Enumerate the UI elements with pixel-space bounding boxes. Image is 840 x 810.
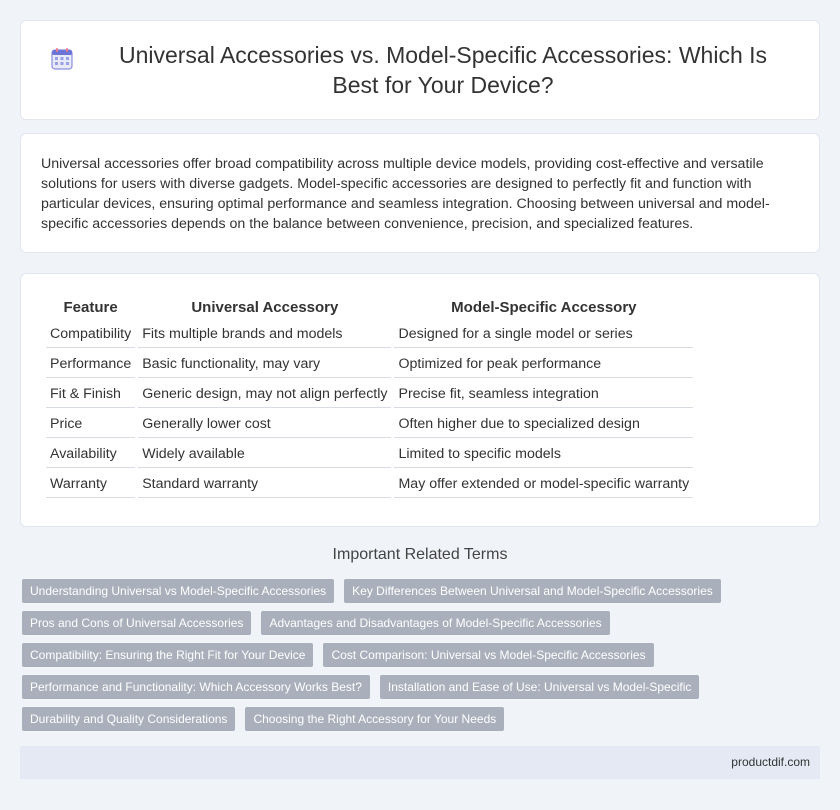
related-term-tag[interactable]: Durability and Quality Considerations xyxy=(22,707,235,731)
table-cell: Standard warranty xyxy=(138,470,391,498)
page-title: Universal Accessories vs. Model-Specific Accessories: Which Is Best for Your Device? xyxy=(118,42,768,98)
tag-row xyxy=(22,643,822,667)
related-term-tag[interactable]: Cost Comparison: Universal vs Model-Specific Accessories xyxy=(323,643,653,667)
table-cell: Availability xyxy=(46,440,135,468)
table-cell: Performance xyxy=(46,350,135,378)
table-cell: Generally lower cost xyxy=(138,410,391,438)
table-row xyxy=(46,320,693,348)
table-cell: Price xyxy=(46,410,135,438)
table-cell: May offer extended or model-specific warranty xyxy=(394,470,693,498)
table-row xyxy=(46,470,693,498)
table-cell: Precise fit, seamless integration xyxy=(394,380,693,408)
related-term-tag[interactable]: Compatibility: Ensuring the Right Fit for Your Device xyxy=(22,643,313,667)
tag-row xyxy=(22,579,822,603)
comparison-table xyxy=(43,294,696,500)
table-cell: Generic design, may not align perfectly xyxy=(138,380,391,408)
table-cell: Warranty xyxy=(46,470,135,498)
table-cell: Compatibility xyxy=(46,320,135,348)
tag-row xyxy=(22,707,822,731)
related-terms-heading: Important Related Terms xyxy=(332,546,508,563)
related-term-tag[interactable]: Performance and Functionality: Which Accessory Works Best? xyxy=(22,675,370,699)
related-term-tag[interactable]: Choosing the Right Accessory for Your Needs xyxy=(245,707,504,731)
table-cell: Widely available xyxy=(138,440,391,468)
calendar-icon xyxy=(50,47,74,71)
table-cell: Often higher due to specialized design xyxy=(394,410,693,438)
intro-paragraph: Universal accessories offer broad compatibility across multiple device models, providing cost-effective and versatile solutions for users with diverse gadgets. Model-specific accessories are designed to perfectly fit and function with particular devices, ensuring optimal performance and seamless integration. Choosing between universal and model-specific accessories depends on the balance between convenience, precision, and specialized features. xyxy=(41,156,770,232)
table-row xyxy=(46,410,693,438)
table-cell: Basic functionality, may vary xyxy=(138,350,391,378)
related-term-tag[interactable]: Key Differences Between Universal and Model-Specific Accessories xyxy=(344,579,721,603)
table-row xyxy=(46,350,693,378)
footer xyxy=(20,746,820,779)
column-header-feature: Feature xyxy=(63,299,118,316)
tag-row xyxy=(22,675,822,699)
related-term-tag[interactable]: Pros and Cons of Universal Accessories xyxy=(22,611,251,635)
header-card xyxy=(20,20,820,120)
footer-site-link[interactable]: productdif.com xyxy=(731,755,810,769)
table-header-row xyxy=(46,296,693,318)
table-cell: Limited to specific models xyxy=(394,440,693,468)
column-header-universal: Universal Accessory xyxy=(191,299,339,316)
related-term-tag[interactable]: Installation and Ease of Use: Universal vs Model-Specific xyxy=(380,675,699,699)
intro-card xyxy=(20,133,820,253)
related-term-tag[interactable]: Advantages and Disadvantages of Model-Specific Accessories xyxy=(261,611,609,635)
related-term-tag[interactable]: Understanding Universal vs Model-Specific Accessories xyxy=(22,579,334,603)
table-cell: Fits multiple brands and models xyxy=(138,320,391,348)
table-row xyxy=(46,440,693,468)
comparison-table-card xyxy=(20,273,820,527)
table-cell: Optimized for peak performance xyxy=(394,350,693,378)
table-cell: Designed for a single model or series xyxy=(394,320,693,348)
related-terms-list xyxy=(22,579,822,739)
table-row xyxy=(46,380,693,408)
column-header-model-specific: Model-Specific Accessory xyxy=(451,299,637,316)
table-cell: Fit & Finish xyxy=(46,380,135,408)
tag-row xyxy=(22,611,822,635)
